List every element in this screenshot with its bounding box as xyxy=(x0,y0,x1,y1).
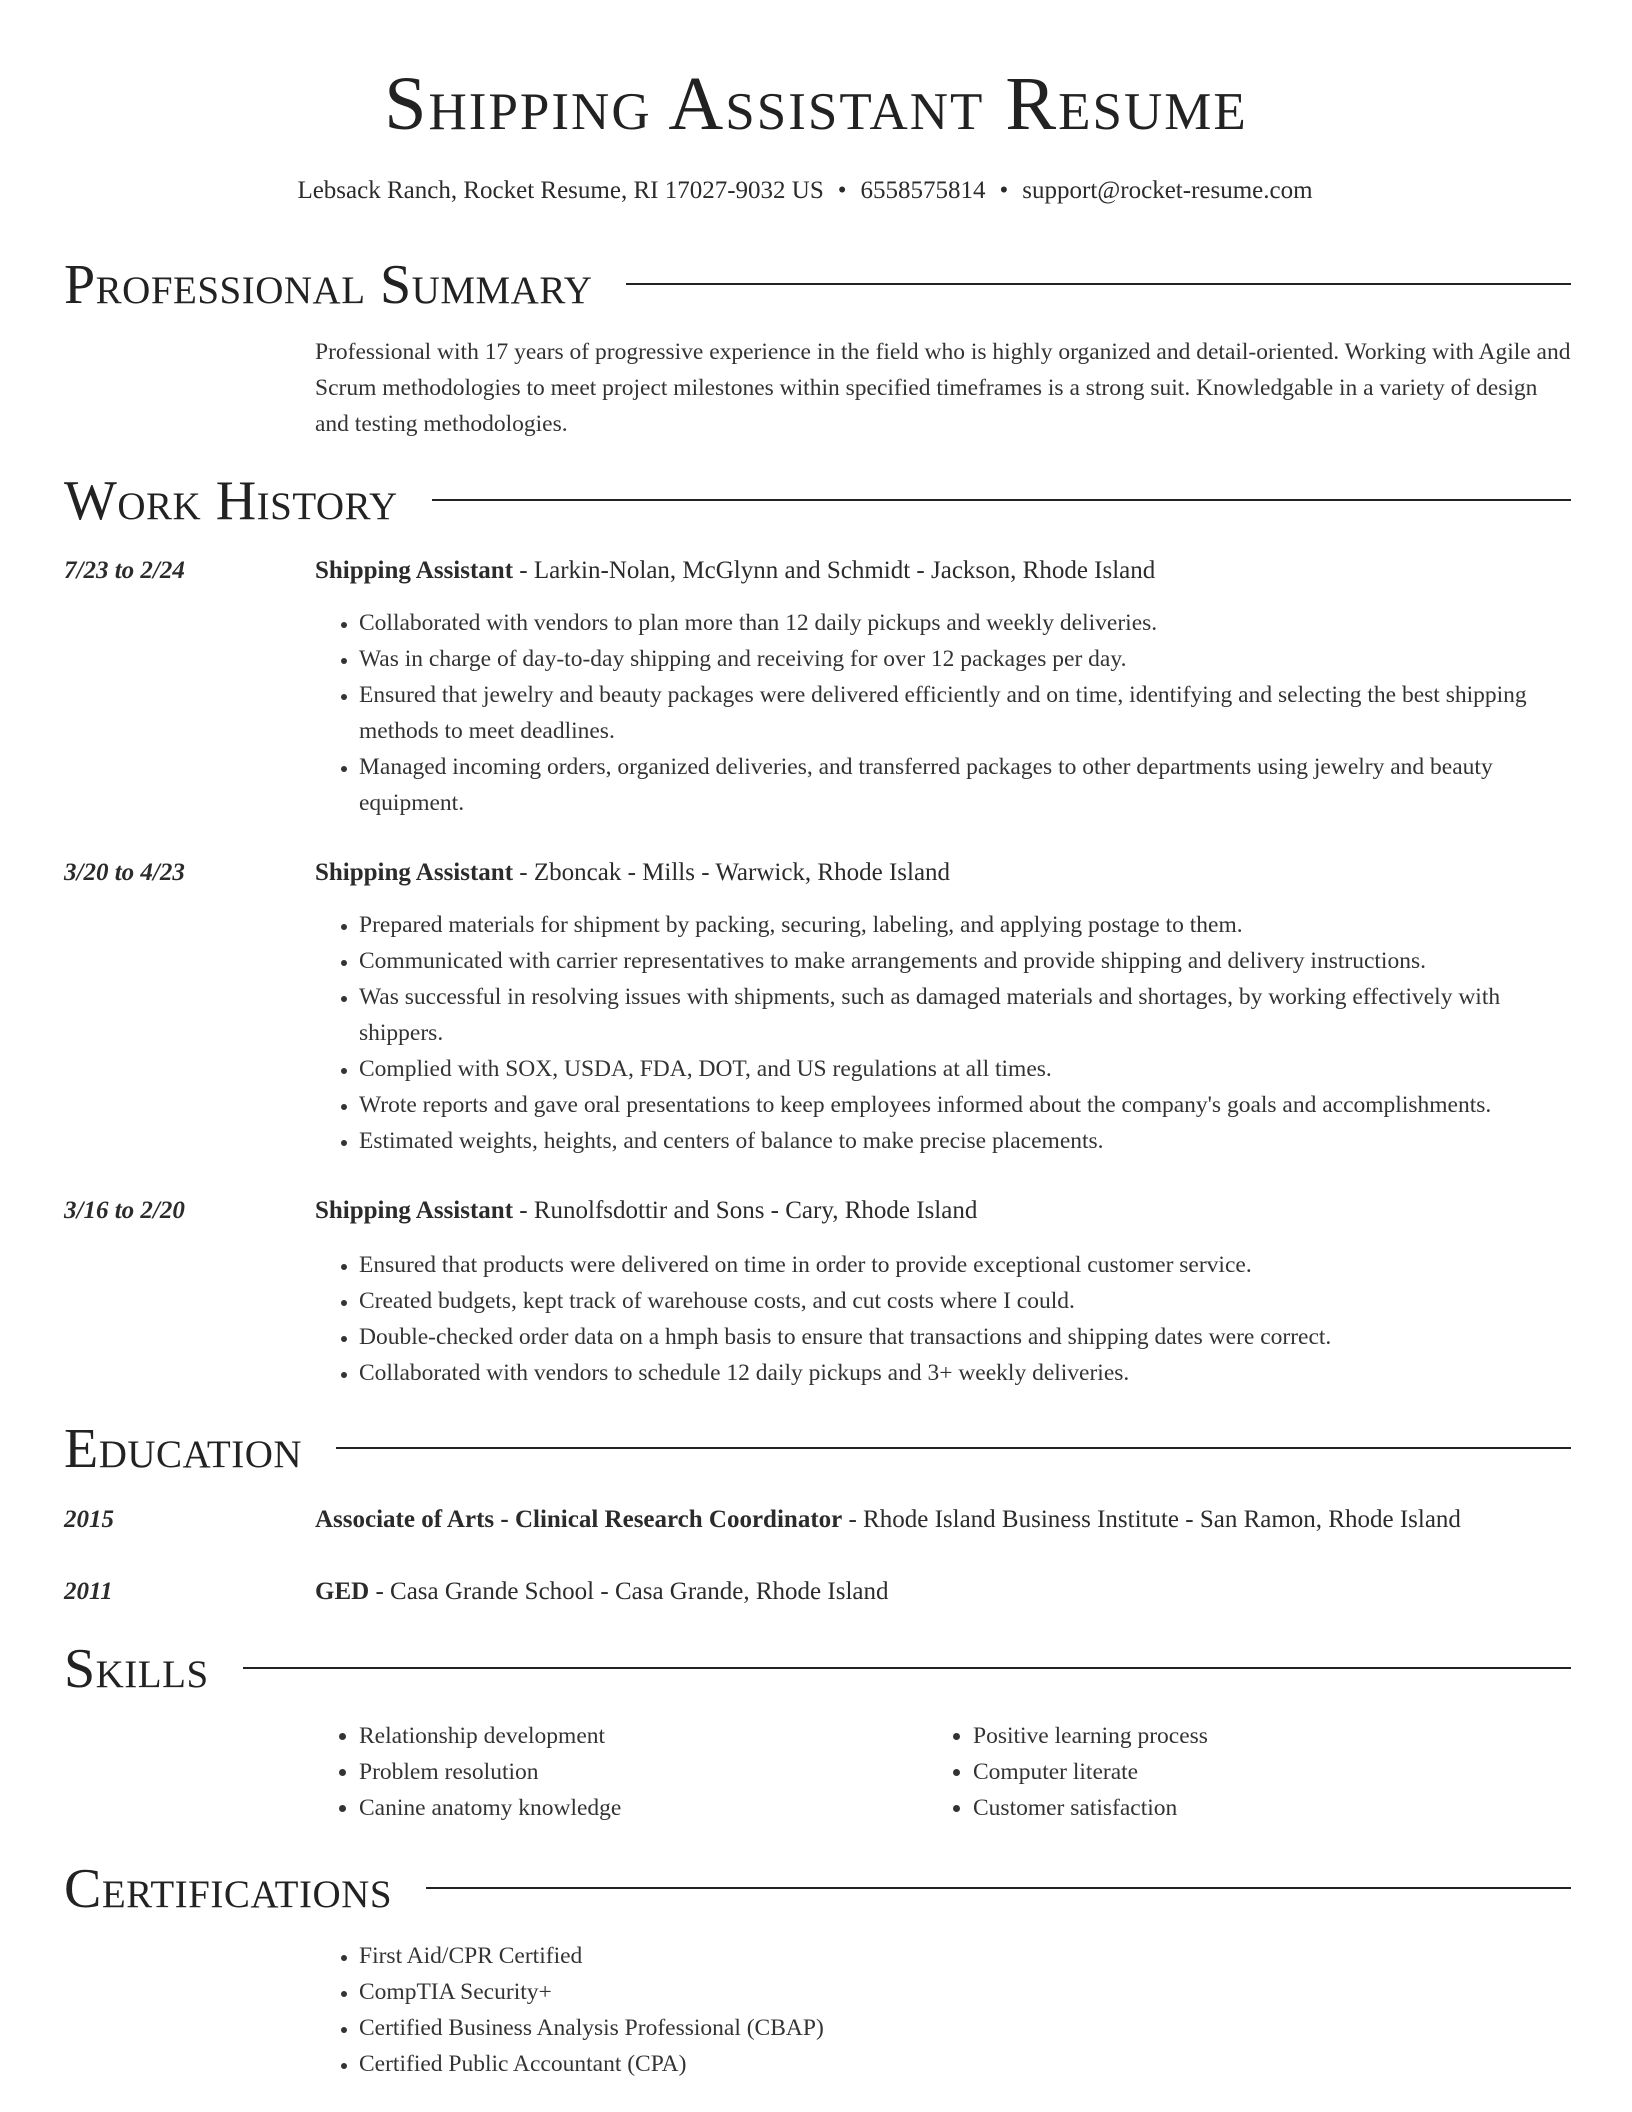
certifications-list xyxy=(315,1938,1577,2082)
list-item: • Created budgets, kept track of warehouse costs, and cut costs where I could. xyxy=(359,1283,1577,1319)
skills-list-left xyxy=(315,1718,875,1826)
job-dates: 3/16 to 2/20 xyxy=(64,1197,185,1224)
section-divider xyxy=(432,499,1571,501)
contact-email[interactable]: support@rocket-resume.com xyxy=(1022,177,1313,204)
list-item: • Was in charge of day-to-day shipping and receiving for over 12 packages per day. xyxy=(359,641,1577,677)
contact-address: Lebsack Ranch, Rocket Resume, RI 17027-9032 US xyxy=(297,177,824,204)
contact-separator: • xyxy=(999,177,1009,204)
section-heading-skills xyxy=(64,1638,1571,1700)
summary-text: Professional with 17 years of progressive experience in the field who is highly organized and detail-oriented. Working with Agile and Scrum methodologies to meet project milestones within specified timeframes is a strong suit. Knowledgable in a variety of design and testing methodologies. xyxy=(315,339,1571,437)
job-heading xyxy=(315,855,1571,891)
section-title: Professional Summary xyxy=(64,254,593,316)
section-heading-education xyxy=(64,1418,1571,1480)
job-role: Shipping Assistant xyxy=(315,1197,514,1224)
list-item: • Ensured that jewelry and beauty packages were delivered efficiently and on time, identifying and selecting the best shipping methods to meet deadlines. xyxy=(359,677,1577,749)
job-bullets xyxy=(315,1247,1577,1391)
job-details: - Zboncak - Mills - Warwick, Rhode Island xyxy=(513,859,951,886)
job-role: Shipping Assistant xyxy=(315,859,514,886)
contact-separator: • xyxy=(837,177,847,204)
list-item: • Certified Public Accountant (CPA) xyxy=(359,2046,1577,2082)
education-degree: GED xyxy=(315,1578,370,1605)
list-item: • CompTIA Security+ xyxy=(359,1974,1577,2010)
section-heading-summary xyxy=(64,254,1571,316)
list-item: • Canine anatomy knowledge xyxy=(359,1790,875,1826)
section-heading-work-history xyxy=(64,470,1571,532)
list-item: • Customer satisfaction xyxy=(973,1790,1489,1826)
section-divider xyxy=(626,283,1571,285)
list-item: • Double-checked order data on a hmph basis to ensure that transactions and shipping dates were correct. xyxy=(359,1319,1577,1355)
list-item: • Positive learning process xyxy=(973,1718,1489,1754)
list-item: • Complied with SOX, USDA, FDA, DOT, and US regulations at all times. xyxy=(359,1051,1577,1087)
job-bullets xyxy=(315,605,1577,821)
education-year: 2015 xyxy=(64,1506,114,1533)
list-item: • Was successful in resolving issues with shipments, such as damaged materials and shortages, by working effectively with shippers. xyxy=(359,979,1577,1051)
list-item: • Computer literate xyxy=(973,1754,1489,1790)
education-degree: Associate of Arts - Clinical Research Coordinator xyxy=(315,1506,843,1533)
section-title: Certifications xyxy=(64,1858,393,1920)
job-dates: 7/23 to 2/24 xyxy=(64,557,185,584)
resume-title: Shipping Assistant Resume xyxy=(384,62,1248,146)
section-title: Skills xyxy=(64,1638,209,1700)
job-details: - Larkin-Nolan, McGlynn and Schmidt - Jackson, Rhode Island xyxy=(513,557,1156,584)
section-title: Work History xyxy=(64,470,398,532)
job-bullets xyxy=(315,907,1577,1159)
job-details: - Runolfsdottir and Sons - Cary, Rhode Island xyxy=(513,1197,978,1224)
list-item: • Collaborated with vendors to schedule 12 daily pickups and 3+ weekly deliveries. xyxy=(359,1355,1577,1391)
contact-line xyxy=(0,174,1610,208)
list-item: • Certified Business Analysis Professional (CBAP) xyxy=(359,2010,1577,2046)
section-divider xyxy=(243,1667,1571,1669)
list-item: • Problem resolution xyxy=(359,1754,875,1790)
job-heading xyxy=(315,1193,1571,1229)
education-year: 2011 xyxy=(64,1578,113,1605)
list-item: • Relationship development xyxy=(359,1718,875,1754)
list-item: • Collaborated with vendors to plan more than 12 daily pickups and weekly deliveries. xyxy=(359,605,1577,641)
education-details: - Casa Grande School - Casa Grande, Rhode Island xyxy=(369,1578,889,1605)
list-item: • Communicated with carrier representatives to make arrangements and provide shipping and delivery instructions. xyxy=(359,943,1577,979)
list-item: • Managed incoming orders, organized deliveries, and transferred packages to other departments using jewelry and beauty equipment. xyxy=(359,749,1577,821)
education-details: - Rhode Island Business Institute - San Ramon, Rhode Island xyxy=(842,1506,1461,1533)
list-item: • Estimated weights, heights, and centers of balance to make precise placements. xyxy=(359,1123,1577,1159)
section-heading-certifications xyxy=(64,1858,1571,1920)
skills-list-right xyxy=(929,1718,1489,1826)
job-dates: 3/20 to 4/23 xyxy=(64,859,185,886)
education-entry xyxy=(315,1574,1571,1610)
list-item: • Prepared materials for shipment by packing, securing, labeling, and applying postage to them. xyxy=(359,907,1577,943)
section-divider xyxy=(426,1887,1571,1889)
list-item: • Ensured that products were delivered on time in order to provide exceptional customer service. xyxy=(359,1247,1577,1283)
contact-phone[interactable]: 6558575814 xyxy=(860,177,986,204)
job-role: Shipping Assistant xyxy=(315,557,514,584)
section-title: Education xyxy=(64,1418,303,1480)
list-item: • Wrote reports and gave oral presentations to keep employees informed about the company's goals and accomplishments. xyxy=(359,1087,1577,1123)
section-divider xyxy=(336,1447,1571,1449)
list-item: • First Aid/CPR Certified xyxy=(359,1938,1577,1974)
job-heading xyxy=(315,553,1571,589)
education-entry xyxy=(315,1502,1571,1538)
